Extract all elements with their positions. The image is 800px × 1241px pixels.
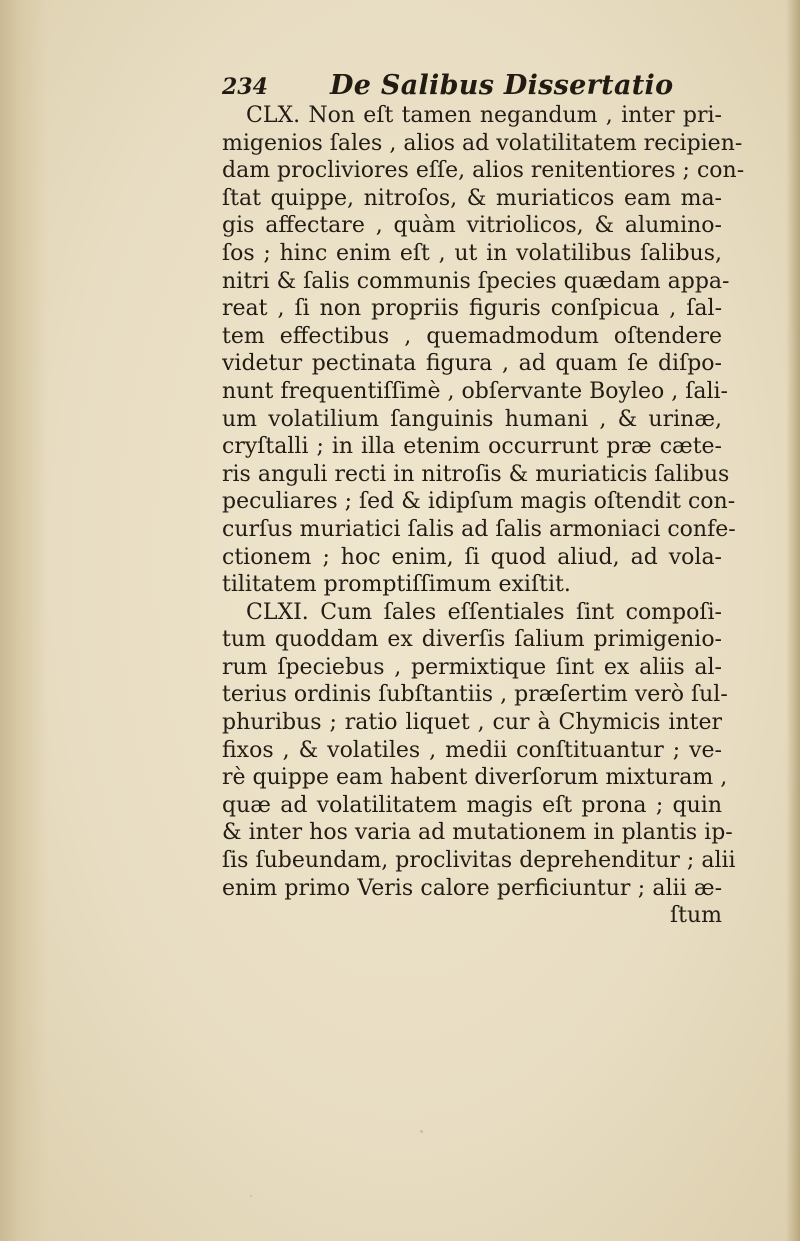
text-line: dam procliviores eſſe, alios renitentiores ; con- — [222, 158, 745, 184]
text-line: terius ordinis ſubſtantiis , præſertim verò ſul- — [222, 682, 728, 708]
text-line: migenios ſales , alios ad volatilitatem recipien- — [222, 130, 743, 156]
paper-spot — [250, 1195, 252, 1197]
text-line: peculiares ; ſed & idipſum magis oſtendit con- — [222, 489, 736, 515]
page-edge-shadow — [786, 0, 800, 1241]
text-line: tum quoddam ex diverſis ſalium primigenio- — [222, 627, 722, 653]
text-line: gis affectare , quàm vitriolicos, & alumino- — [222, 213, 722, 239]
text-line: tilitatem promptiſſimum exiſtit. — [222, 572, 571, 598]
text-line: fixos , & volatiles , medii conſtituantur ; ve- — [222, 737, 722, 763]
text-line: curſus muriatici ſalis ad ſalis armoniaci confe- — [222, 516, 736, 542]
text-line: nitri & ſalis communis ſpecies quædam appa- — [222, 268, 730, 294]
text-line: videtur pectinata figura , ad quam ſe diſpo- — [222, 351, 722, 377]
text-line: reat , ſi non propriis figuris conſpicua , ſal- — [222, 296, 722, 322]
text-line: rum ſpeciebus , permixtique ſint ex aliis al- — [222, 654, 722, 680]
text-line: cryſtalli ; in illa etenim occurrunt præ cæte- — [222, 434, 722, 460]
text-line: CLX. Non eſt tamen negandum , inter pri- — [246, 103, 722, 128]
paragraph-clx — [222, 102, 745, 599]
body-text — [222, 102, 745, 930]
text-line: quæ ad volatilitatem magis eſt prona ; quin — [222, 792, 722, 818]
catchword: ſtum — [669, 903, 722, 929]
text-line: ris anguli recti in nitroſis & muriaticis ſalibus — [222, 461, 730, 487]
text-line: ſis ſubeundam, proclivitas deprehenditur ; alii — [222, 848, 736, 874]
page-number: 234 — [222, 74, 268, 100]
text-line: enim primo Veris calore perficiuntur ; alii æ- — [222, 875, 722, 901]
text-line: ſos ; hinc enim eſt , ut in volatilibus ſalibus, — [222, 240, 722, 266]
text-line: & inter hos varia ad mutationem in plantis ip- — [222, 820, 733, 846]
page-gutter-shadow — [0, 0, 48, 1241]
text-line: ctionem ; hoc enim, ſi quod aliud, ad vola- — [222, 544, 722, 570]
text-line: nunt frequentiſſimè , obſervante Boyleo , ſali- — [222, 378, 728, 404]
paper-spot — [420, 1130, 423, 1133]
paper-spot — [680, 640, 683, 643]
text-line: CLXI. Cum ſales eſſentiales ſint compoſi- — [246, 599, 722, 625]
text-line: rè quippe eam habent diverſorum mixturam , — [222, 765, 728, 791]
paragraph-clxi — [222, 599, 736, 903]
text-line: um volatilium ſanguinis humani , & urinæ, — [222, 406, 722, 432]
text-line: tem effectibus , quemadmodum oſtendere — [222, 323, 722, 349]
running-title: De Salibus Dissertatio — [330, 70, 674, 101]
text-line: phuribus ; ratio liquet , cur à Chymicis inter — [222, 710, 722, 736]
text-line: ſtat quippe, nitroſos, & muriaticos eam ma- — [222, 185, 722, 211]
